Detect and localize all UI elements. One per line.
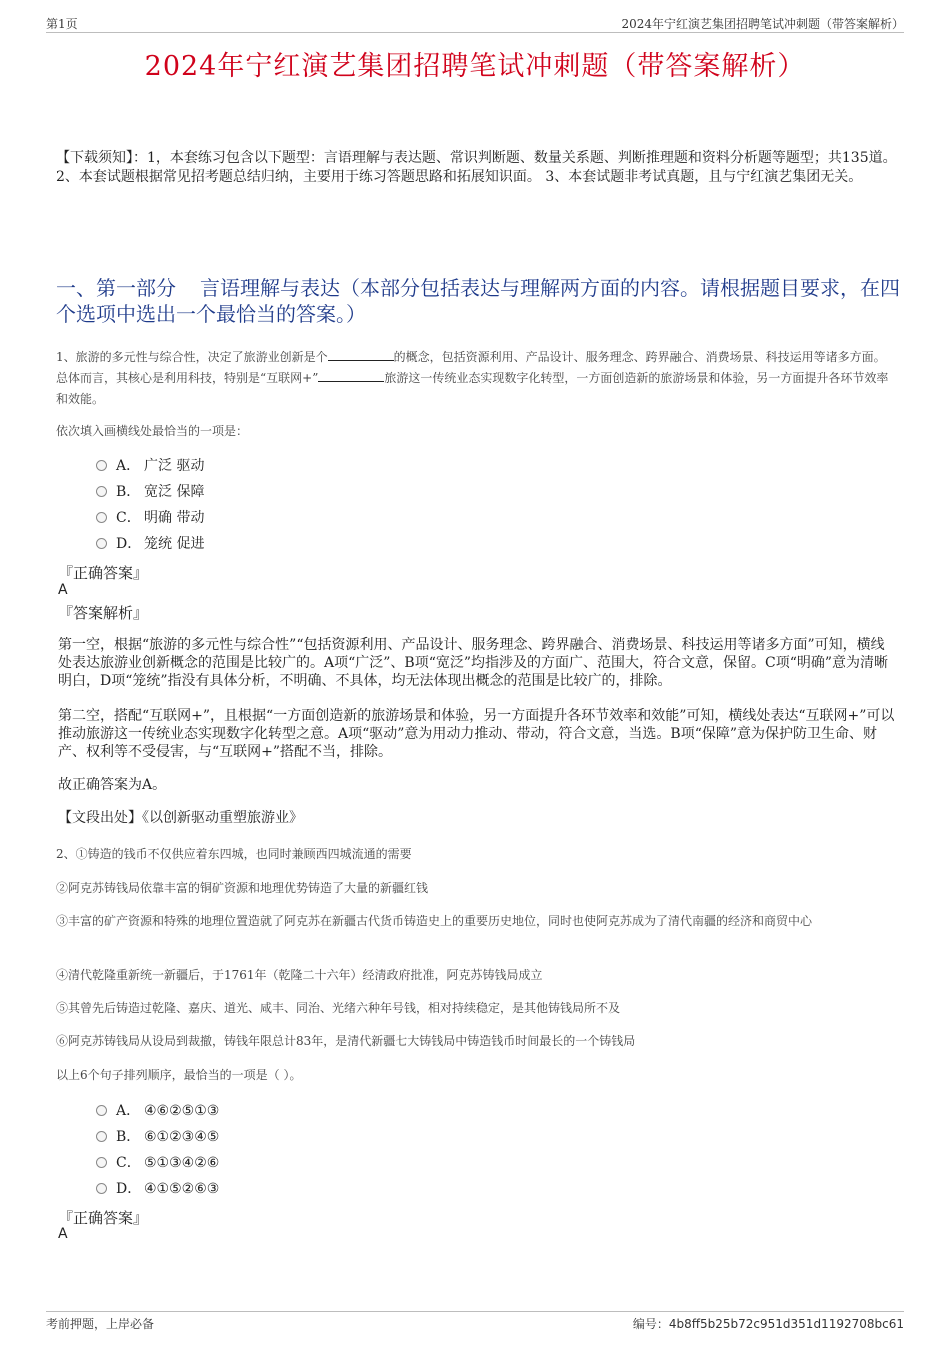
page-header xyxy=(46,14,904,33)
q1-options xyxy=(96,453,204,557)
section-heading xyxy=(56,275,901,327)
q2-option-a[interactable]: A． ④⑥②⑤①③ xyxy=(96,1098,219,1124)
radio-icon[interactable] xyxy=(96,1183,107,1194)
radio-icon[interactable] xyxy=(96,460,107,471)
q2-sentence-1: 2、①铸造的钱币不仅供应着东四城，也同时兼顾西四城流通的需要 xyxy=(56,847,412,861)
footer-slogan: 考前押题，上岸必备 xyxy=(46,1317,155,1331)
radio-icon[interactable] xyxy=(96,538,107,549)
q1-answer-label: 『正确答案』 xyxy=(58,564,149,582)
page-number: 第1页 xyxy=(46,17,78,31)
q1-stem: 1、旅游的多元性与综合性，决定了旅游业创新是个 的概念，包括资源利用、产品设计、服务理念、跨界融合、消费场景、科技运用等诸多方面。总体而言，其核心是利用科技，特别是“互联网+” 旅游这一传统业态实现数字化转型，一方面创造新的旅游场景和体验，另一方面提升各环节效率和效能。 xyxy=(56,350,889,406)
q1-prompt: 依次填入画横线处最恰当的一项是： xyxy=(56,424,249,438)
page-footer xyxy=(46,1311,904,1332)
page-title: 2024年宁红演艺集团招聘笔试冲刺题（带答案解析） xyxy=(144,51,806,82)
radio-icon[interactable] xyxy=(96,1157,107,1168)
section-head: 一、第一部分 xyxy=(56,276,176,300)
q1-answer: A xyxy=(58,582,68,598)
radio-icon[interactable] xyxy=(96,486,107,497)
q2-sentence-6: ⑥阿克苏铸钱局从设局到裁撤，铸钱年限总计83年，是清代新疆七大铸钱局中铸造钱币时间最长的一个铸钱局 xyxy=(56,1034,636,1048)
q1-analysis-para-2: 第二空，搭配“互联网+”，且根据“一方面创造新的旅游场景和体验，另一方面提升各环节效率和效能”可知，横线处表达“互联网+”可以推动旅游这一传统业态实现数字化转型之意。A项“驱动”意为用动力推动、带动，符合文意，当选。B项“保障”意为保护防卫生命、财产、权利等不受侵害，与“互联网+”搭配不当，排除。 xyxy=(58,708,895,760)
q2-option-b[interactable]: B． ⑥①②③④⑤ xyxy=(96,1124,219,1150)
q2-options xyxy=(96,1098,219,1202)
q2-answer: A xyxy=(58,1226,68,1242)
q1-option-d[interactable]: D． 笼统 促进 xyxy=(96,531,204,557)
q2-prompt: 以上6个句子排列顺序，最恰当的一项是（ ）。 xyxy=(56,1068,302,1082)
header-doc-title: 2024年宁红演艺集团招聘笔试冲刺题（带答案解析） xyxy=(621,17,904,31)
q2-option-d[interactable]: D． ④①⑤②⑥③ xyxy=(96,1176,219,1202)
q2-option-c[interactable]: C． ⑤①③④②⑥ xyxy=(96,1150,219,1176)
radio-icon[interactable] xyxy=(96,1105,107,1116)
q2-sentence-3: ③丰富的矿产资源和特殊的地理位置造就了阿克苏在新疆古代货币铸造史上的重要历史地位，同时也使阿克苏成为了清代南疆的经济和商贸中心 xyxy=(56,914,813,928)
q2-sentence-4: ④清代乾隆重新统一新疆后，于1761年（乾隆二十六年）经清政府批准，阿克苏铸钱局成立 xyxy=(56,968,543,982)
section-text: 言语理解与表达（本部分包括表达与理解两方面的内容。请根据题目要求，在四个选项中选出一个最恰当的答案。） xyxy=(56,276,900,326)
fill-blank-1 xyxy=(328,348,394,361)
footer-doc-id: 编号：4b8ff5b25b72c951d351d1192708bc61 xyxy=(632,1317,904,1331)
q1-analysis-label: 『答案解析』 xyxy=(58,604,149,622)
q1-analysis-conclusion: 故正确答案为A。 xyxy=(58,777,167,793)
q2-answer-label: 『正确答案』 xyxy=(58,1209,149,1227)
q2-sentence-5: ⑤其曾先后铸造过乾隆、嘉庆、道光、咸丰、同治、光绪六种年号钱，相对持续稳定，是其他铸钱局所不及 xyxy=(56,1001,621,1015)
radio-icon[interactable] xyxy=(96,512,107,523)
q1-option-a[interactable]: A． 广泛 驱动 xyxy=(96,453,204,479)
q2-sentence-2: ②阿克苏铸钱局依靠丰富的铜矿资源和地理优势铸造了大量的新疆红钱 xyxy=(56,881,429,895)
q1-option-c[interactable]: C． 明确 带动 xyxy=(96,505,204,531)
radio-icon[interactable] xyxy=(96,1131,107,1142)
download-notice: 【下载须知】：1，本套练习包含以下题型：言语理解与表达题、常识判断题、数量关系题、判断推理题和资料分析题等题型；共135道。 2、本套试题根据常见招考题总结归纳，主要用于练习答题思路和拓展知识面。 3、本套试题非考试真题，且与宁红演艺集团无关。 xyxy=(56,150,897,185)
q1-analysis-para-1: 第一空，根据“旅游的多元性与综合性”“包括资源利用、产品设计、服务理念、跨界融合、消费场景、科技运用等诸多方面”可知，横线处表达旅游业创新概念的范围是比较广的。A项“广泛”、B项“宽泛”均指涉及的方面广、范围大，符合文意，保留。C项“明确”意为清晰明白，D项“笼统”指没有具体分析，不明确、不具体，均无法体现出概念的范围是比较广的，排除。 xyxy=(58,637,889,689)
q1-source: 【文段出处】《以创新驱动重塑旅游业》 xyxy=(58,810,303,826)
fill-blank-2 xyxy=(318,369,384,382)
q1-option-b[interactable]: B． 宽泛 保障 xyxy=(96,479,204,505)
